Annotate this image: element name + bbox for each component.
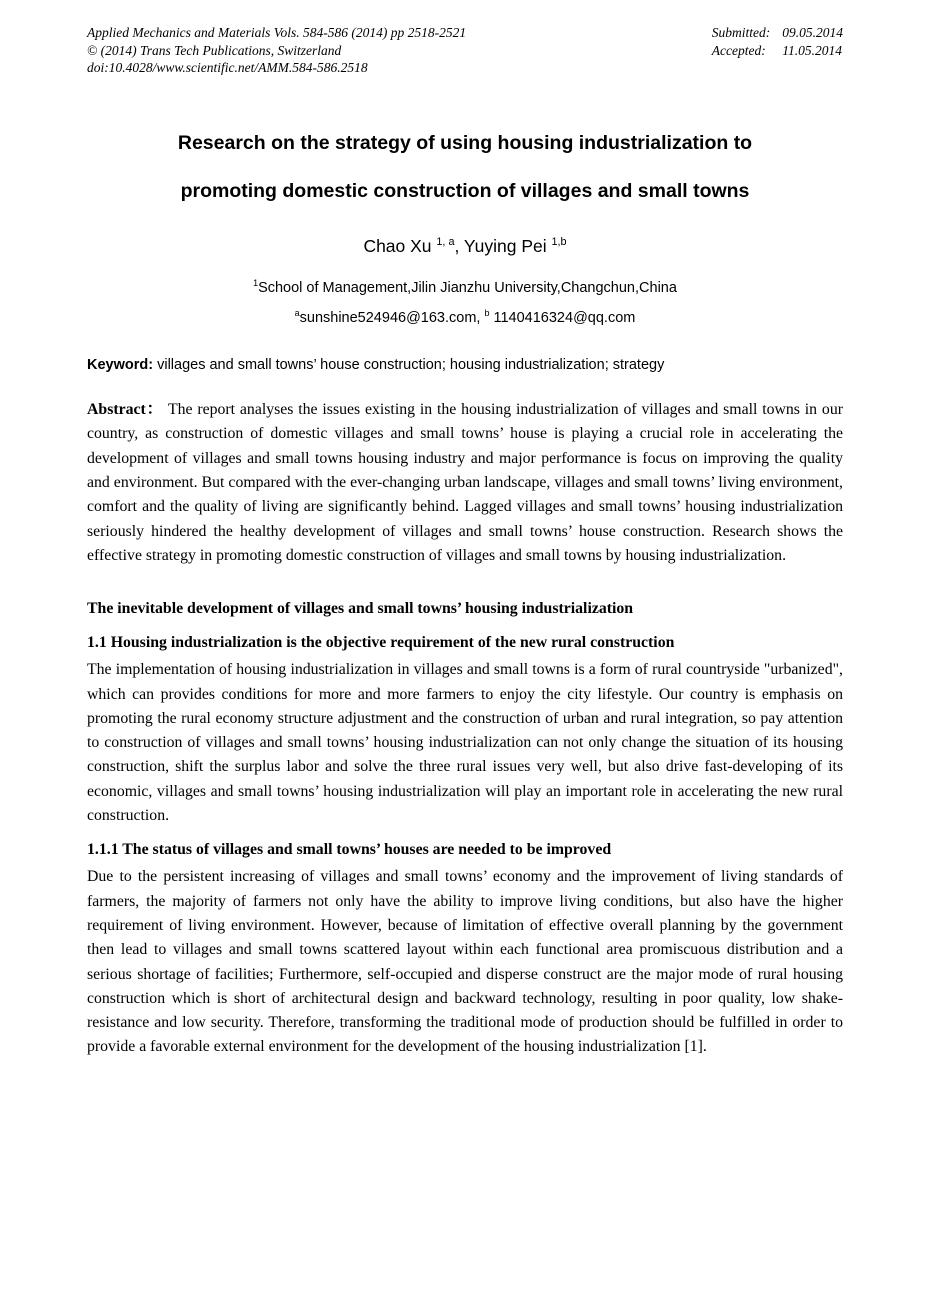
paper-title-line-2: promoting domestic construction of villages and small towns <box>180 179 750 202</box>
email-2-superscript: b <box>484 308 490 319</box>
accepted-date: 11.05.2014 <box>782 42 842 58</box>
paper-header <box>87 24 843 77</box>
abstract-paragraph <box>87 398 843 568</box>
keywords-line <box>87 357 843 373</box>
submitted-date: 09.05.2014 <box>782 25 843 40</box>
copyright-line: © (2014) Trans Tech Publications, Switzerland <box>87 42 342 58</box>
submitted-label: Submitted: <box>711 25 771 40</box>
journal-line: Applied Mechanics and Materials Vols. 584-586 (2014) pp 2518-2521 <box>87 25 467 40</box>
section-1-1-paragraph: The implementation of housing industrialization in villages and small towns is a form of rural countryside "urbanized", which can provides conditions for more and more farmers to enjoy the city lifestyle. Our country is emphasis on promoting the rural economy structure adjustment and the construction of urban and rural integration, so pay attention to construction of villages and small towns’ housing industrialization can not only change the situation of its housing construction, shift the surplus labor and solve the three rural issues very well, but also drive fast-developing of its economic, villages and small towns’ housing industrialization will play an important role in accelerating the new rural construction. <box>87 661 843 825</box>
keywords-text: villages and small towns’ house construction; housing industrialization; strategy <box>157 357 665 374</box>
submission-dates <box>712 24 843 59</box>
authors-separator: , <box>454 235 464 256</box>
affiliation-text: School of Management,Jilin Jianzhu University,Changchun,China <box>258 279 677 296</box>
affiliation-superscript: 1 <box>253 277 259 288</box>
section-1-heading: The inevitable development of villages and small towns’ housing industrialization <box>87 600 634 618</box>
author-2-superscript: 1,b <box>551 235 567 248</box>
section-1-1-heading: 1.1 Housing industrialization is the objective requirement of the new rural construction <box>87 634 675 652</box>
doi-line: doi:10.4028/www.scientific.net/AMM.584-586.2518 <box>87 60 368 75</box>
abstract-text: The report analyses the issues existing in the housing industrialization of villages and small towns in our country, as construction of domestic villages and small towns’ house is playing a crucial role in accelerating the development of villages and small towns housing industry and major performance is focus on improving the quality and environment. But compared with the ever-changing urban landscape, villages and small towns’ living environment, comfort and the quality of living are significantly behind. Lagged villages and small towns’ housing industrialization seriously hindered the healthy development of villages and small towns’ house construction. Research shows the effective strategy in promoting domestic construction of villages and small towns by housing industrialization. <box>87 401 843 564</box>
paper-title <box>87 119 843 215</box>
author-1-name: Chao Xu <box>363 235 437 256</box>
affiliation-line <box>87 278 843 296</box>
email-2: 1140416324@qq.com <box>489 310 636 327</box>
emails-line <box>87 308 843 326</box>
author-1-superscript: 1, a <box>436 235 455 248</box>
authors-line <box>87 236 843 257</box>
keywords-label: Keyword: <box>87 357 158 374</box>
section-1-1-1-heading: 1.1.1 The status of villages and small towns’ houses are needed to be improved <box>87 841 612 859</box>
author-2-name: Yuying Pei <box>463 235 552 256</box>
paper-title-line-1: Research on the strategy of using housing industrialization to <box>177 131 753 154</box>
abstract-label: Abstract： <box>87 401 164 419</box>
email-1: sunshine524946@163.com, <box>299 310 485 327</box>
email-1-superscript: a <box>294 308 300 319</box>
accepted-label: Accepted: <box>711 42 766 58</box>
section-1-1-1-paragraph: Due to the persistent increasing of villages and small towns’ economy and the improvement of living standards of farmers, the majority of farmers not only have the ability to improve living conditions, but also have the higher requirement of living environment. However, because of limitation of effective overall planning by the government then lead to villages and small towns scattered layout within each functional area promiscuous distribution and a serious shortage of facilities; Furthermore, self-occupied and disperse construct are the major mode of rural housing construction which is short of architectural design and backward technology, resulting in poor quality, low shake-resistance and low security. Therefore, transforming the traditional mode of production should be fulfilled in order to provide a favorable external environment for the development of the housing industrialization [1]. <box>87 868 843 1056</box>
journal-info <box>87 24 466 77</box>
